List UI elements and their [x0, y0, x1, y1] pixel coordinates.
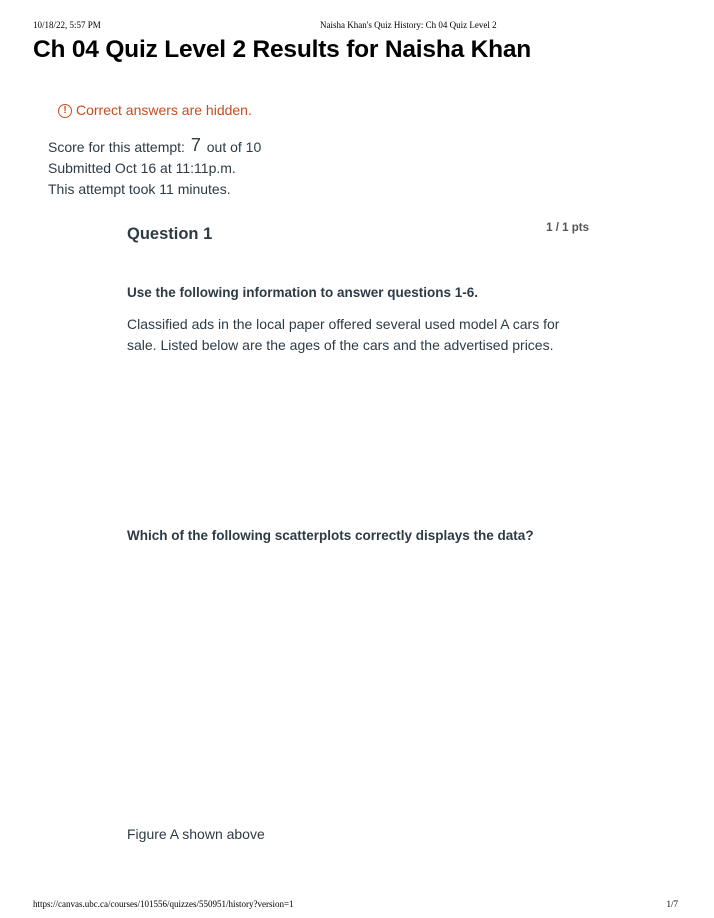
warning-icon: !: [58, 104, 72, 118]
print-footer: [33, 899, 681, 911]
question-instruction: Use the following information to answer questions 1-6.: [127, 285, 479, 300]
attempt-summary: [48, 136, 261, 200]
question-prompt: Which of the following scatterplots correctly displays the data?: [127, 528, 534, 543]
notice-text: Correct answers are hidden.: [76, 102, 252, 118]
page-title: Ch 04 Quiz Level 2 Results for Naisha Khan: [33, 36, 532, 63]
page-number: 1/7: [666, 899, 678, 909]
selected-answer: Figure A shown above: [127, 826, 265, 842]
print-date: 10/18/22, 5:57 PM: [33, 20, 101, 30]
question-body: Classified ads in the local paper offered several used model A cars for sale. Listed below are the ages of the cars and the advertised prices.: [127, 316, 560, 353]
answers-hidden-notice: [58, 102, 252, 118]
submitted-line: Submitted Oct 16 at 11:11p.m.: [48, 160, 236, 176]
print-document-title: Naisha Khan's Quiz History: Ch 04 Quiz Level 2: [320, 20, 497, 30]
score-label: Score for this attempt:: [48, 139, 185, 155]
duration-line: This attempt took 11 minutes.: [48, 181, 231, 197]
question-points: 1 / 1 pts: [546, 222, 589, 234]
print-header: [33, 20, 681, 32]
question-title: Question 1: [127, 225, 213, 243]
score-suffix: out of 10: [206, 139, 262, 155]
print-url: https://canvas.ubc.ca/courses/101556/quizzes/550951/history?version=1: [33, 899, 294, 909]
score-line: [48, 136, 261, 158]
score-value: 7: [190, 135, 201, 155]
